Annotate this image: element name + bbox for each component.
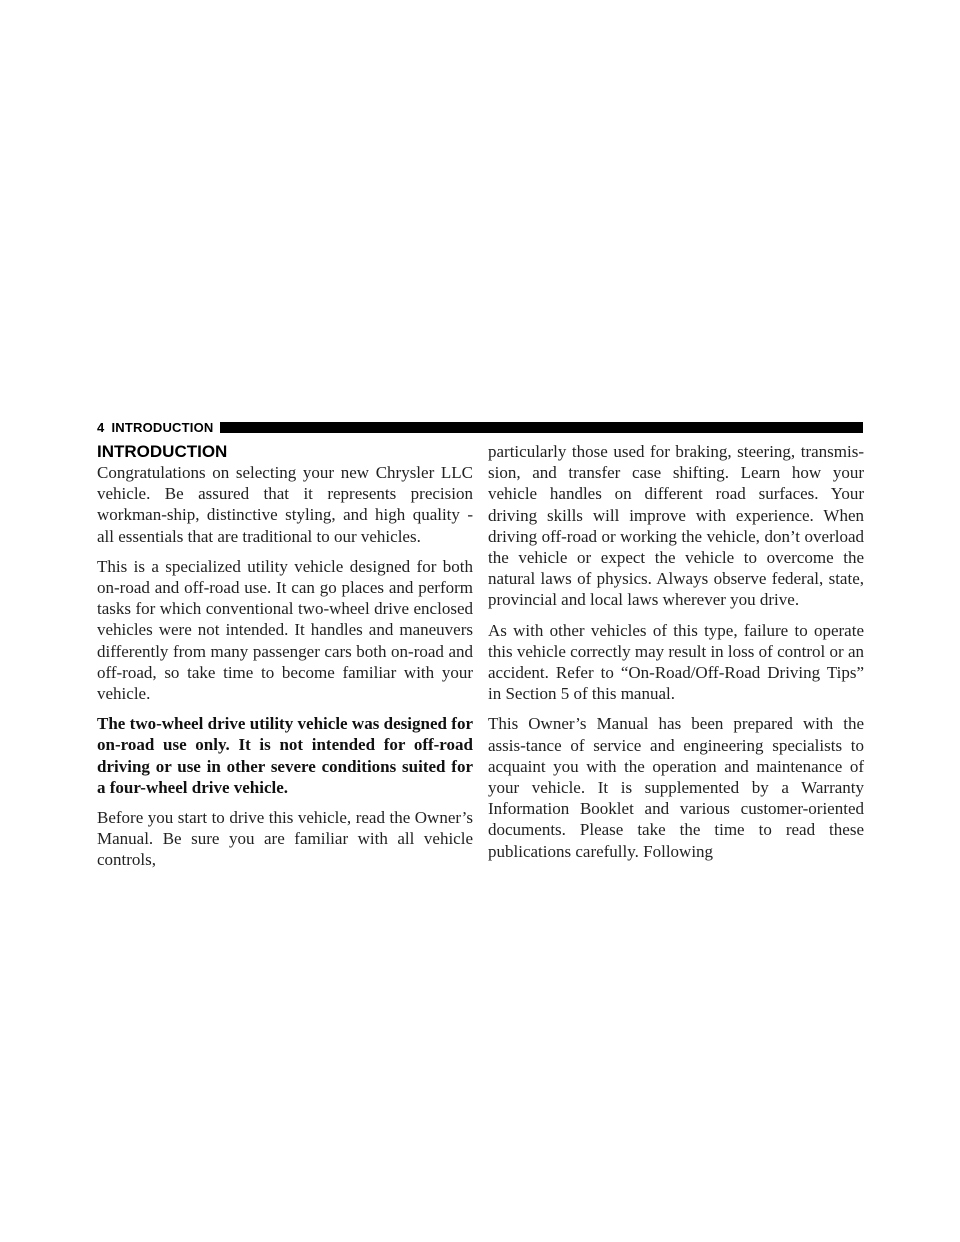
header-rule — [220, 422, 864, 433]
paragraph: This Owner’s Manual has been prepared with the assis-tance of service and engineering specialists to acquaint you with the operation and maintenance of your vehicle. It is supplemented by a Warranty Information Booklet and various customer-oriented documents. Please take the time to read these publications carefully. Following — [488, 714, 864, 861]
bold-notice-paragraph: The two-wheel drive utility vehicle was designed for on-road use only. It is not intended for off-road driving or use in other severe conditions suited for a four-wheel drive vehicle. — [97, 714, 473, 797]
paragraph: Before you start to drive this vehicle, read the Owner’s Manual. Be sure you are familiar with all vehicle controls, — [97, 808, 473, 870]
running-header-section: INTRODUCTION — [111, 419, 214, 435]
paragraph: Congratulations on selecting your new Chrysler LLC vehicle. Be assured that it represents precision workman-ship, distinctive styling, and high quality - all essentials that are traditional to our vehicles. — [97, 463, 473, 546]
page-number: 4 — [97, 419, 105, 435]
paragraph: This is a specialized utility vehicle designed for both on-road and off-road use. It can go places and perform tasks for which conventional two-wheel drive enclosed vehicles were not intended. It handles and maneuvers differently from many passenger cars both on-road and off-road, so take time to become familiar with your vehicle. — [97, 556, 473, 704]
running-header — [97, 418, 863, 436]
paragraph: As with other vehicles of this type, failure to operate this vehicle correctly may result in loss of control or an accident. Refer to “On-Road/Off-Road Driving Tips” in Section 5 of this manual. — [488, 620, 864, 704]
left-column — [97, 462, 473, 880]
paragraph: particularly those used for braking, steering, transmis-sion, and transfer case shifting. Learn how your vehicle handles on different road surfaces. Your driving skills will improve with experience. When driving off-road or working the vehicle, don’t overload the vehicle or expect the vehicle to overcome the natural laws of physics. Always observe federal, state, provincial and local laws wherever you drive. — [488, 442, 864, 610]
section-title: INTRODUCTION — [97, 442, 228, 461]
right-column — [488, 441, 864, 871]
